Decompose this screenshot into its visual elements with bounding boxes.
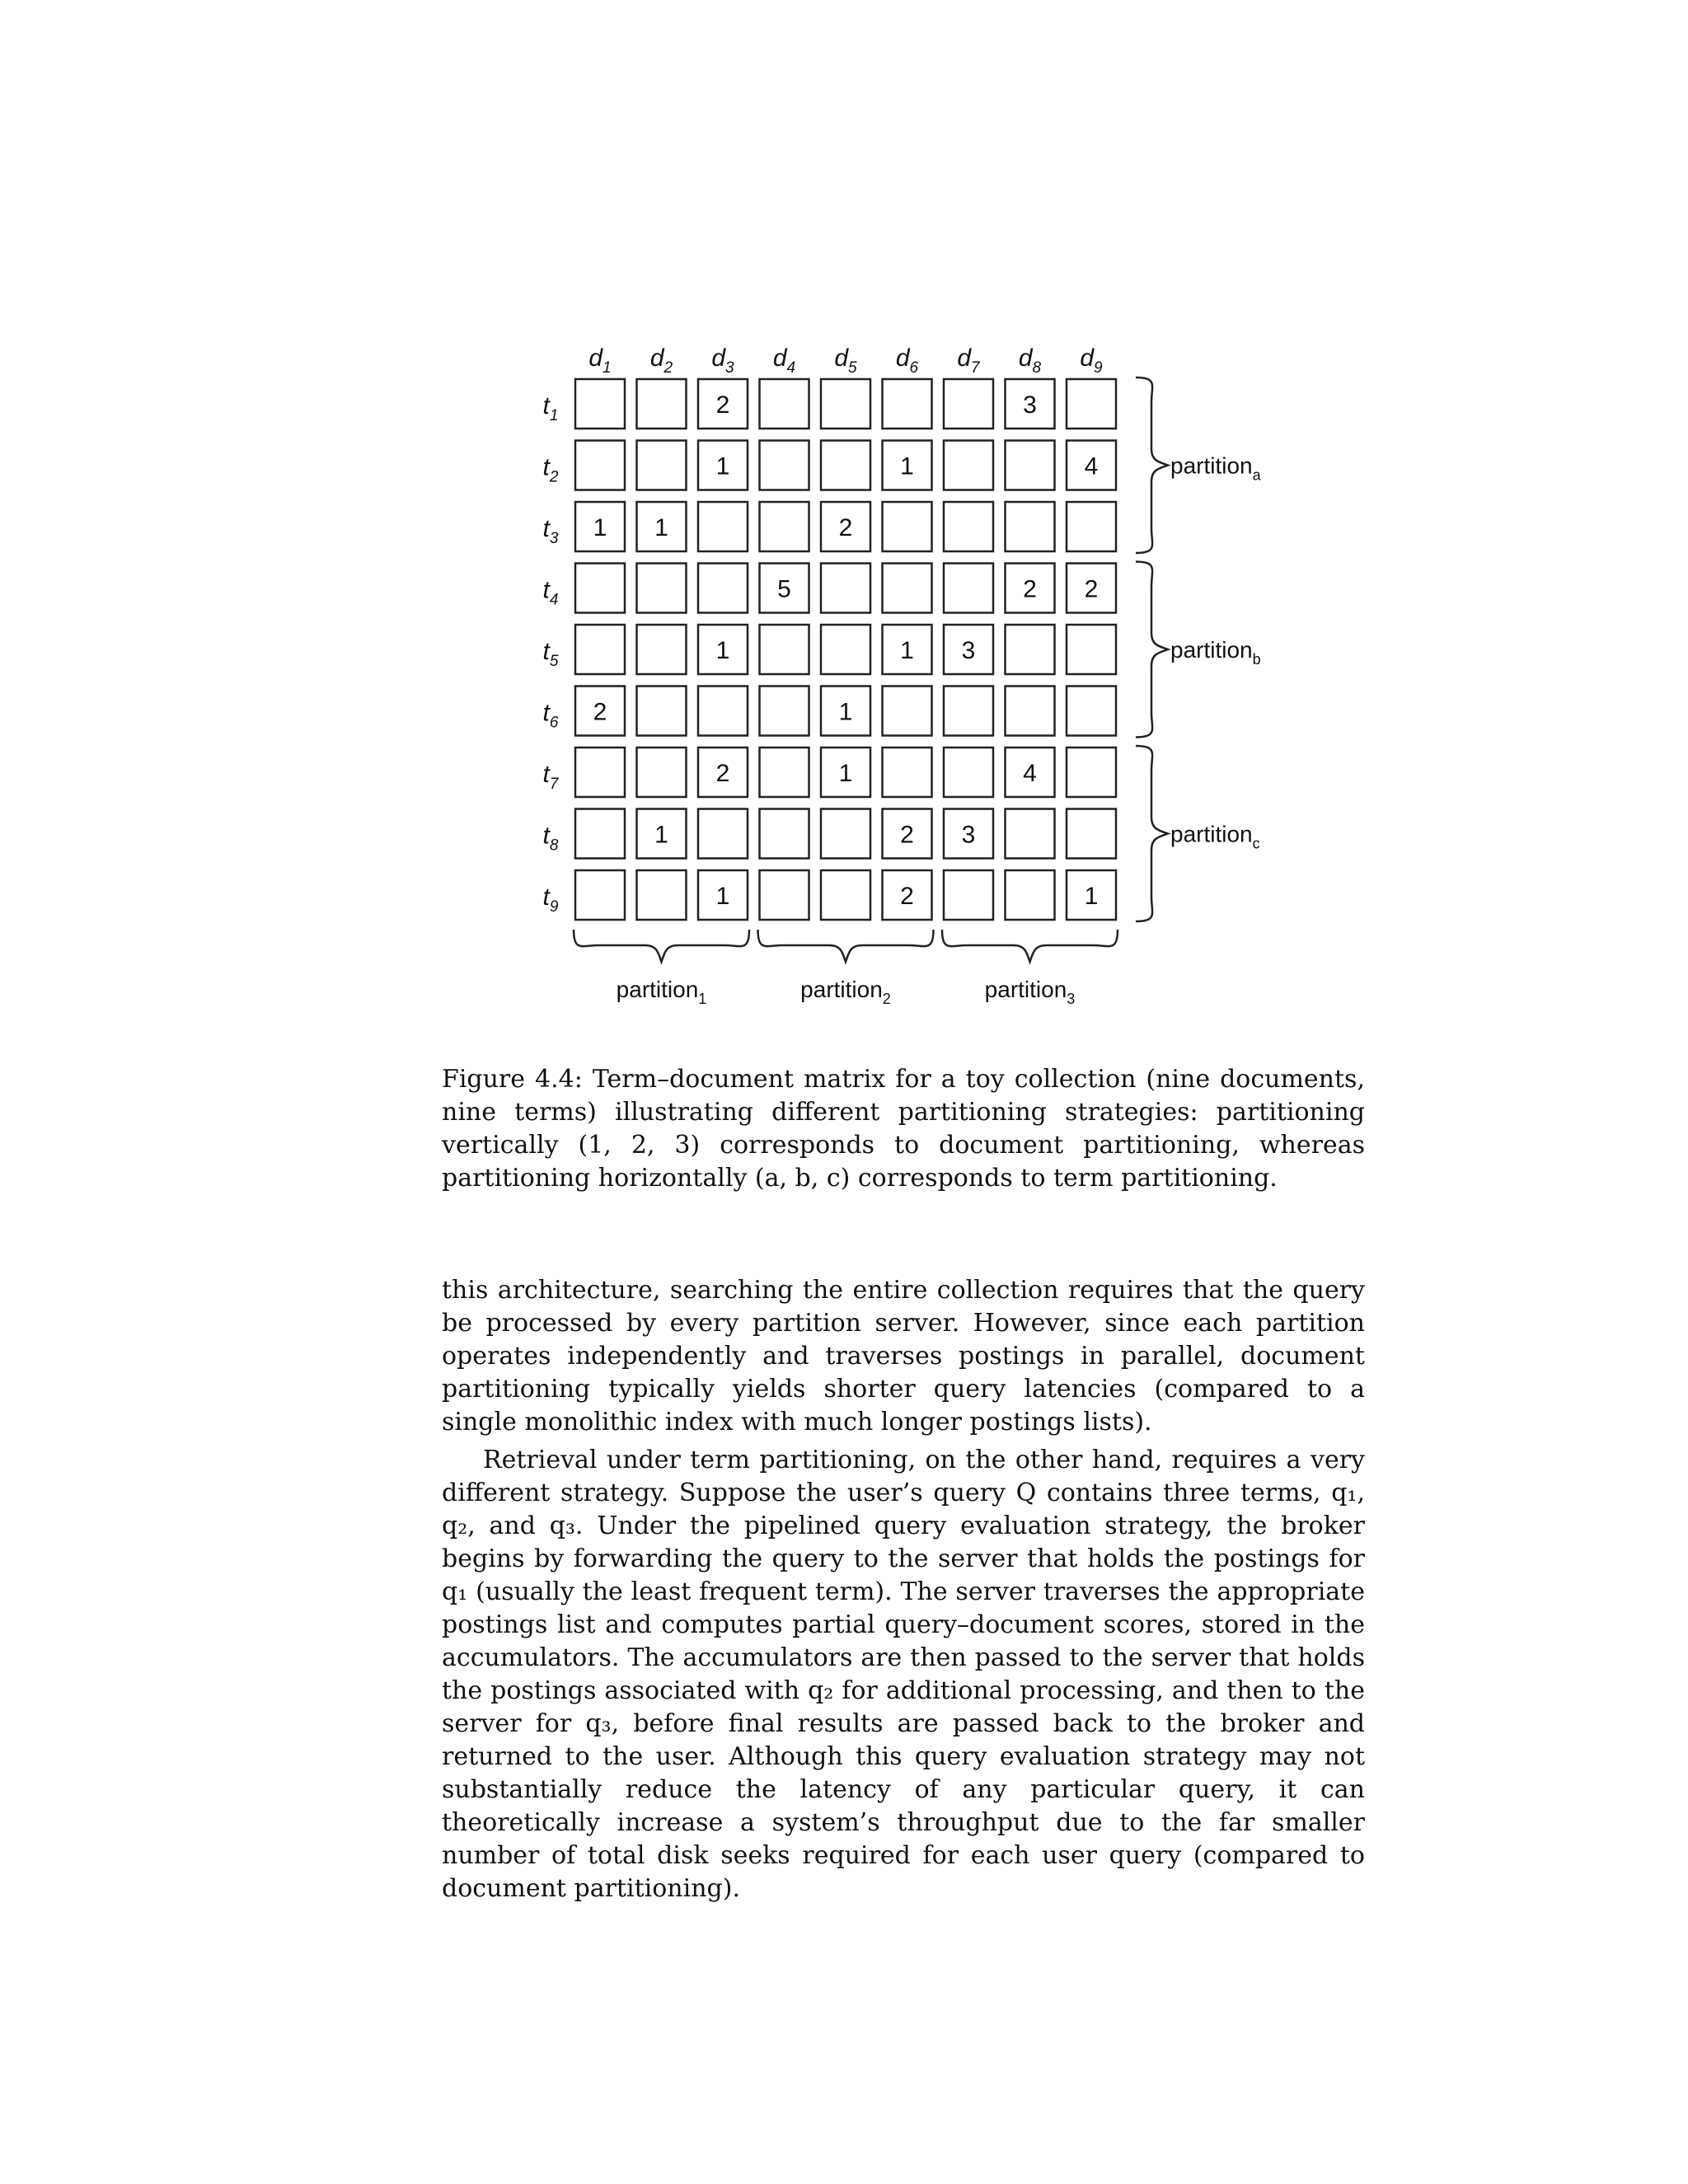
matrix-cell [883, 564, 932, 613]
col-partition-label-3: partition$_3$ [984, 977, 1076, 1007]
matrix-cell [944, 687, 993, 736]
matrix-cell [944, 870, 993, 920]
term-label-1: $t_1$ [542, 392, 559, 424]
cell-value: 3 [1023, 391, 1037, 419]
cell-value: 1 [1084, 883, 1099, 910]
matrix-cell [760, 687, 809, 736]
matrix-cell [637, 625, 687, 674]
cell-value: 1 [715, 883, 730, 910]
matrix-cell [821, 809, 870, 859]
matrix-cell [883, 502, 932, 551]
doc-label-5: $d_5$ [834, 344, 857, 377]
doc-label-3: $d_3$ [711, 344, 734, 377]
row-brace-b [1136, 562, 1168, 738]
body-text [442, 1274, 1365, 1905]
cell-value: 2 [1084, 575, 1099, 603]
cell-value: 3 [961, 637, 976, 664]
cell-value: 1 [654, 514, 668, 541]
matrix-cell [944, 441, 993, 490]
cell-value: 1 [715, 452, 730, 480]
paragraph-1: this architecture, searching the entire collection requires that the query be processed by every partition server. However, since each partition operates independently and traverses postings in parallel, document partitioning typically yields shorter query latencies (compared to a single monolithic index with much longer postings lists). [442, 1276, 1365, 1436]
matrix-cell [637, 870, 687, 920]
matrix-cell [883, 687, 932, 736]
cell-value: 1 [593, 514, 607, 541]
matrix-cell [575, 564, 625, 613]
cell-value: 2 [838, 514, 853, 541]
matrix-cell [698, 502, 748, 551]
row-partition-label-b: partition$_b$ [1170, 637, 1261, 668]
col-brace-2 [758, 930, 934, 962]
row-brace-a [1136, 377, 1168, 553]
doc-label-8: $d_8$ [1018, 344, 1042, 377]
cell-value: 4 [1084, 452, 1099, 480]
matrix-cell [883, 379, 932, 429]
col-partition-label-2: partition$_2$ [800, 977, 891, 1007]
matrix-cell [944, 502, 993, 551]
matrix-cell [575, 809, 625, 859]
matrix-cell [760, 441, 809, 490]
matrix-cell [575, 379, 625, 429]
matrix-cell [1067, 809, 1116, 859]
row-brace-c [1136, 746, 1168, 921]
matrix-cell [944, 564, 993, 613]
matrix-cell [1006, 809, 1055, 859]
matrix-cell [575, 870, 625, 920]
col-brace-1 [574, 930, 749, 962]
cell-value: 5 [777, 575, 791, 603]
doc-label-9: $d_9$ [1080, 344, 1103, 377]
matrix-cell [637, 748, 687, 797]
matrix-cell [821, 564, 870, 613]
matrix-cell [1067, 748, 1116, 797]
matrix-cell [575, 441, 625, 490]
col-partition-label-1: partition$_1$ [616, 977, 707, 1007]
matrix-cell [1067, 625, 1116, 674]
matrix-cell [1067, 379, 1116, 429]
doc-label-6: $d_6$ [895, 344, 919, 377]
cell-value: 1 [715, 637, 730, 664]
term-label-7: $t_7$ [542, 761, 559, 793]
term-label-9: $t_9$ [542, 883, 559, 916]
matrix-cell [944, 748, 993, 797]
doc-label-1: $d_1$ [588, 344, 612, 377]
term-label-2: $t_2$ [542, 453, 559, 486]
matrix-cell [760, 748, 809, 797]
matrix-cell [575, 748, 625, 797]
cell-value: 2 [1023, 575, 1037, 603]
doc-label-2: $d_2$ [649, 344, 673, 377]
row-partition-label-c: partition$_c$ [1170, 821, 1260, 852]
cell-value: 1 [900, 637, 914, 664]
matrix-cell [821, 441, 870, 490]
doc-label-7: $d_7$ [957, 344, 980, 377]
term-label-4: $t_4$ [542, 576, 559, 609]
matrix-cell [760, 502, 809, 551]
cell-value: 2 [900, 883, 914, 910]
matrix-cell [1006, 502, 1055, 551]
cell-value: 2 [715, 760, 730, 787]
matrix-cell [698, 809, 748, 859]
term-label-3: $t_3$ [542, 515, 559, 547]
matrix-cell [760, 809, 809, 859]
cell-value: 1 [654, 821, 668, 849]
matrix-cell [1067, 502, 1116, 551]
cell-value: 1 [900, 452, 914, 480]
matrix-cell [575, 625, 625, 674]
figure-caption: Figure 4.4: Term–document matrix for a toy collection (nine documents, nine terms) illustrating different partitioning strategies: partitioning vertically (1, 2, 3) corresponds to document partitioning, whereas partitioning horizontally (a, b, c) corresponds to term partitioning. [442, 1065, 1365, 1193]
matrix-cell [760, 870, 809, 920]
matrix-cell [821, 870, 870, 920]
matrix-cell [1067, 687, 1116, 736]
cell-value: 2 [715, 391, 730, 419]
cell-value: 2 [900, 821, 914, 849]
cell-value: 1 [838, 698, 853, 726]
matrix-cell [637, 441, 687, 490]
matrix-cell [637, 687, 687, 736]
col-brace-3 [942, 930, 1118, 962]
term-label-5: $t_5$ [542, 638, 559, 670]
cell-value: 2 [593, 698, 607, 726]
matrix-cell [760, 625, 809, 674]
matrix-cell [637, 564, 687, 613]
matrix-cell [1006, 441, 1055, 490]
matrix-cell [1006, 625, 1055, 674]
matrix-cell [944, 379, 993, 429]
cell-value: 3 [961, 821, 976, 849]
matrix-cell [698, 687, 748, 736]
cell-value: 1 [838, 760, 853, 787]
term-document-matrix-figure [0, 0, 1688, 1038]
matrix-cell [1006, 687, 1055, 736]
matrix-cell [760, 379, 809, 429]
matrix-cell [1006, 870, 1055, 920]
matrix-cell [698, 564, 748, 613]
doc-label-4: $d_4$ [772, 344, 796, 377]
matrix-cell [883, 748, 932, 797]
row-partition-label-a: partition$_a$ [1170, 452, 1261, 484]
term-label-8: $t_8$ [542, 822, 559, 855]
cell-value: 4 [1023, 760, 1037, 787]
matrix-cell [821, 379, 870, 429]
term-label-6: $t_6$ [542, 699, 559, 732]
matrix-cell [637, 379, 687, 429]
paragraph-2: Retrieval under term partitioning, on the other hand, requires a very different strategy. Suppose the user’s query Q contains three terms, q₁, q₂, and q₃. Under the pipelined query evaluation strategy, the broker begins by forwarding the query to the server that holds the postings for q₁ (usually the least frequent term). The server traverses the appropriate postings list and computes partial query–document scores, stored in the accumulators. The accumulators are then passed to the server that holds the postings associated with q₂ for additional processing, and then to the server for q₃, before final results are passed back to the broker and returned to the user. Although this query evaluation strategy may not substantially reduce the latency of any particular query, it can theoretically increase a system’s throughput due to the far smaller number of total disk seeks required for each user query (compared to document partitioning). [442, 1446, 1365, 1903]
matrix-cell [821, 625, 870, 674]
